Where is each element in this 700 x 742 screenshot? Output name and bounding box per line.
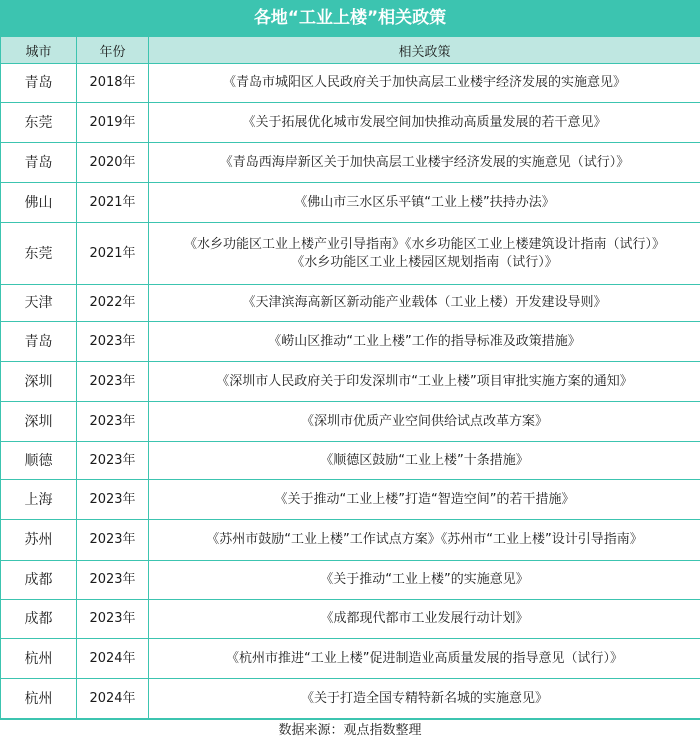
policy-line: 《关于打造全国专精特新名城的实施意见》: [153, 690, 696, 708]
cell-policy: [149, 520, 700, 561]
cell-policy: [149, 362, 700, 402]
table-row: [1, 362, 700, 402]
cell-year: 2019年: [77, 103, 149, 143]
data-source-note: 数据来源：观点指数整理: [0, 719, 700, 742]
cell-city: 青岛: [1, 64, 77, 103]
table-row: [1, 600, 700, 639]
cell-year: 2024年: [77, 679, 149, 719]
table-body: [1, 64, 700, 719]
cell-year: 2024年: [77, 639, 149, 679]
cell-city: 青岛: [1, 322, 77, 362]
cell-city: 苏州: [1, 520, 77, 561]
cell-policy: [149, 183, 700, 223]
cell-policy: [149, 143, 700, 183]
cell-year: 2023年: [77, 600, 149, 639]
policy-line: 《顺德区鼓励“工业上楼”十条措施》: [153, 452, 696, 470]
cell-city: 天津: [1, 285, 77, 322]
cell-city: 深圳: [1, 402, 77, 442]
cell-city: 佛山: [1, 183, 77, 223]
cell-policy: [149, 600, 700, 639]
cell-policy: [149, 223, 700, 285]
header-policy: 相关政策: [149, 37, 700, 64]
cell-year: 2023年: [77, 322, 149, 362]
policy-line: 《关于拓展优化城市发展空间加快推动高质量发展的若干意见》: [153, 114, 696, 132]
table-row: [1, 520, 700, 561]
policy-line: 《崂山区推动“工业上楼”工作的指导标准及政策措施》: [153, 333, 696, 351]
table-row: [1, 679, 700, 719]
cell-year: 2023年: [77, 362, 149, 402]
policy-line: 《青岛市城阳区人民政府关于加快高层工业楼宇经济发展的实施意见》: [153, 74, 696, 92]
policy-line: 《佛山市三水区乐平镇“工业上楼”扶持办法》: [153, 194, 696, 212]
cell-city: 顺德: [1, 442, 77, 480]
cell-policy: [149, 442, 700, 480]
policy-line: 《水乡功能区工业上楼产业引导指南》《水乡功能区工业上楼建筑设计指南（试行）》: [153, 236, 696, 254]
policy-line: 《天津滨海高新区新动能产业载体（工业上楼）开发建设导则》: [153, 294, 696, 312]
cell-policy: [149, 639, 700, 679]
cell-year: 2021年: [77, 183, 149, 223]
cell-policy: [149, 285, 700, 322]
cell-year: 2018年: [77, 64, 149, 103]
policy-line: 《水乡功能区工业上楼园区规划指南（试行）》: [153, 254, 696, 272]
cell-year: 2020年: [77, 143, 149, 183]
cell-year: 2021年: [77, 223, 149, 285]
cell-city: 深圳: [1, 362, 77, 402]
cell-year: 2023年: [77, 561, 149, 600]
table-row: [1, 480, 700, 520]
cell-city: 东莞: [1, 223, 77, 285]
cell-city: 杭州: [1, 679, 77, 719]
policy-line: 《杭州市推进“工业上楼”促进制造业高质量发展的指导意见（试行）》: [153, 650, 696, 668]
policy-line: 《深圳市优质产业空间供给试点改革方案》: [153, 413, 696, 431]
cell-city: 成都: [1, 561, 77, 600]
cell-city: 成都: [1, 600, 77, 639]
cell-policy: [149, 679, 700, 719]
cell-city: 杭州: [1, 639, 77, 679]
cell-policy: [149, 322, 700, 362]
table-row: [1, 402, 700, 442]
cell-policy: [149, 480, 700, 520]
header-city: 城市: [1, 37, 77, 64]
table-row: [1, 223, 700, 285]
policy-table: [0, 36, 700, 719]
policy-line: 《关于推动“工业上楼”打造“智造空间”的若干措施》: [153, 491, 696, 509]
cell-city: 东莞: [1, 103, 77, 143]
table-header-row: [1, 37, 700, 64]
cell-city: 青岛: [1, 143, 77, 183]
cell-year: 2023年: [77, 402, 149, 442]
cell-year: 2023年: [77, 442, 149, 480]
cell-policy: [149, 561, 700, 600]
table-row: [1, 561, 700, 600]
policy-line: 《青岛西海岸新区关于加快高层工业楼宇经济发展的实施意见（试行）》: [153, 154, 696, 172]
table-row: [1, 143, 700, 183]
policy-line: 《成都现代都市工业发展行动计划》: [153, 610, 696, 628]
table-row: [1, 103, 700, 143]
table-row: [1, 442, 700, 480]
policy-line: 《关于推动“工业上楼”的实施意见》: [153, 571, 696, 589]
table-row: [1, 183, 700, 223]
header-year: 年份: [77, 37, 149, 64]
policy-line: 《深圳市人民政府关于印发深圳市“工业上楼”项目审批实施方案的通知》: [153, 373, 696, 391]
table-row: [1, 285, 700, 322]
page-title: 各地“工业上楼”相关政策: [0, 0, 700, 36]
cell-policy: [149, 64, 700, 103]
table-row: [1, 639, 700, 679]
cell-year: 2023年: [77, 520, 149, 561]
cell-year: 2022年: [77, 285, 149, 322]
cell-city: 上海: [1, 480, 77, 520]
table-row: [1, 322, 700, 362]
cell-year: 2023年: [77, 480, 149, 520]
cell-policy: [149, 402, 700, 442]
cell-policy: [149, 103, 700, 143]
table-row: [1, 64, 700, 103]
policy-line: 《苏州市鼓励“工业上楼”工作试点方案》《苏州市“工业上楼”设计引导指南》: [153, 531, 696, 549]
